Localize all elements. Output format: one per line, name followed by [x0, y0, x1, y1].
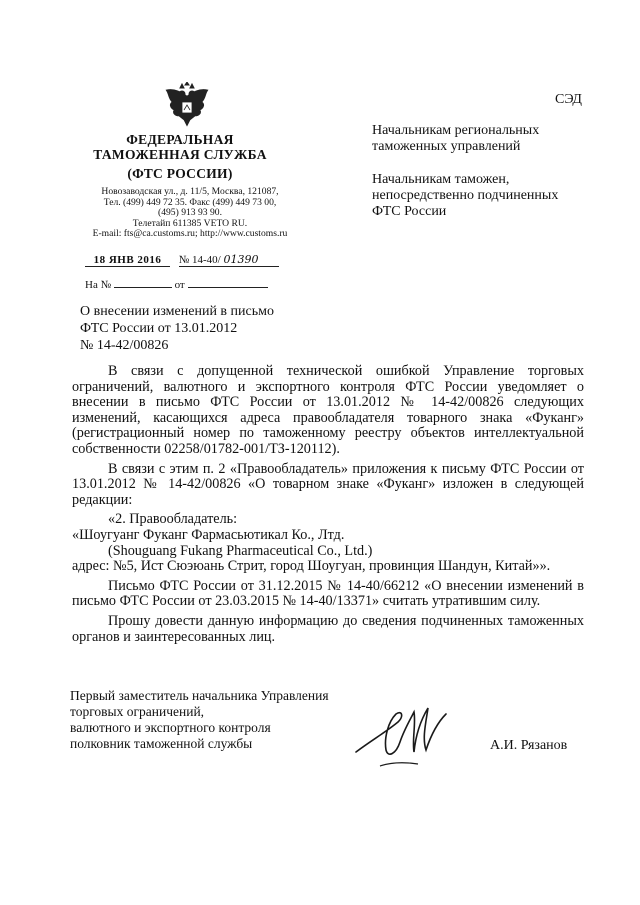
- signer-position-line: полковник таможенной службы: [70, 736, 253, 751]
- handwritten-signature-icon: [352, 692, 452, 772]
- addressee-customs: [372, 172, 558, 220]
- body-paragraph-3: Письмо ФТС России от 31.12.2015 № 14-40/66212 «О внесении изменений в письмо ФТС России от 23.03.2015 № 14-40/13371» считать утратившим силу.: [72, 577, 584, 610]
- sed-mark: СЭД: [555, 92, 582, 107]
- addressee-line: Начальникам региональных: [372, 123, 540, 138]
- ref-no-blank: [114, 277, 172, 288]
- addressee-regional: [372, 123, 539, 155]
- registration-line: [85, 253, 300, 267]
- coat-of-arms-icon: [160, 82, 214, 134]
- agency-name: [80, 132, 280, 181]
- reference-line: [85, 277, 300, 291]
- subject-line: ФТС России от 13.01.2012: [80, 321, 238, 336]
- quote-line-3: (Shouguang Fukang Pharmaceutical Co., Ltd.): [108, 542, 373, 559]
- agency-line-2: ТАМОЖЕННАЯ СЛУЖБА: [93, 147, 267, 162]
- registration-number: [179, 253, 279, 267]
- registration-number-handwritten: 01390: [223, 253, 259, 266]
- signer-position-line: торговых ограничений,: [70, 704, 205, 719]
- quote-line-1: «2. Правообладатель:: [108, 511, 238, 528]
- addressee-line: ФТС России: [372, 204, 447, 219]
- registration-number-prefix: № 14-40/: [178, 254, 221, 266]
- addressee-line: непосредственно подчиненных: [372, 188, 559, 203]
- signature-block: [70, 688, 329, 752]
- teletype-line: Телетайп 611385 VETO RU.: [132, 217, 248, 229]
- agency-line-3: (ФТС РОССИИ): [127, 166, 233, 181]
- subject-line: О внесении изменений в письмо: [80, 304, 274, 319]
- email-line: E-mail: fts@ca.customs.ru; http://www.customs.ru: [92, 228, 288, 240]
- body-paragraph-2: В связи с этим п. 2 «Правообладатель» приложения к письму ФТС России от 13.01.2012 № 14-42/00826 «О товарном знаке «Фуканг» изложен в следующей редакции:: [72, 460, 584, 508]
- phone-line-2: (495) 913 93 90.: [158, 207, 222, 219]
- body-paragraph-4: Прошу довести данную информацию до сведения подчиненных таможенных органов и заинтересованных лиц.: [72, 612, 584, 645]
- ref-no-label: На №: [85, 279, 112, 291]
- subject-block: [80, 303, 274, 354]
- signer-name: А.И. Рязанов: [490, 738, 568, 753]
- registration-date: 18 ЯНВ 2016: [85, 254, 170, 267]
- letter-body: [72, 364, 584, 649]
- address-line: Новозаводская ул., д. 11/5, Москва, 121087,: [101, 186, 279, 197]
- agency-contacts: [85, 187, 295, 240]
- quote-line-4: адрес: №5, Ист Сюэюань Стрит, город Шоугуан, провинция Шандун, Китай»».: [72, 558, 551, 575]
- agency-line-1: ФЕДЕРАЛЬНАЯ: [126, 132, 234, 147]
- subject-line: № 14-42/00826: [80, 338, 169, 353]
- ref-from-blank: [188, 277, 268, 288]
- signer-position-line: валютного и экспортного контроля: [70, 720, 271, 735]
- addressee-line: таможенных управлений: [372, 139, 521, 154]
- body-paragraph-1: В связи с допущенной технической ошибкой Управление торговых ограничений, валютного и экспортного контроля ФТС России уведомляет о внесении в письмо ФТС России от 13.01.2012 № 14-42/00826 следующих изменений, касающихся адреса правообладателя товарного знака «Фуканг» (регистрационный номер по таможенному реестру объектов интеллектуальной собственности 02258/01782-001/ТЗ-120112).: [72, 363, 584, 457]
- ref-from-label: от: [174, 279, 185, 291]
- quote-line-2: «Шоугуанг Фуканг Фармасьютикал Ко., Лтд.: [72, 526, 345, 543]
- phone-line: Тел. (499) 449 72 35. Факс (499) 449 73 00,: [103, 196, 277, 208]
- addressee-line: Начальникам таможен,: [372, 172, 510, 187]
- signer-position-line: Первый заместитель начальника Управления: [70, 688, 329, 703]
